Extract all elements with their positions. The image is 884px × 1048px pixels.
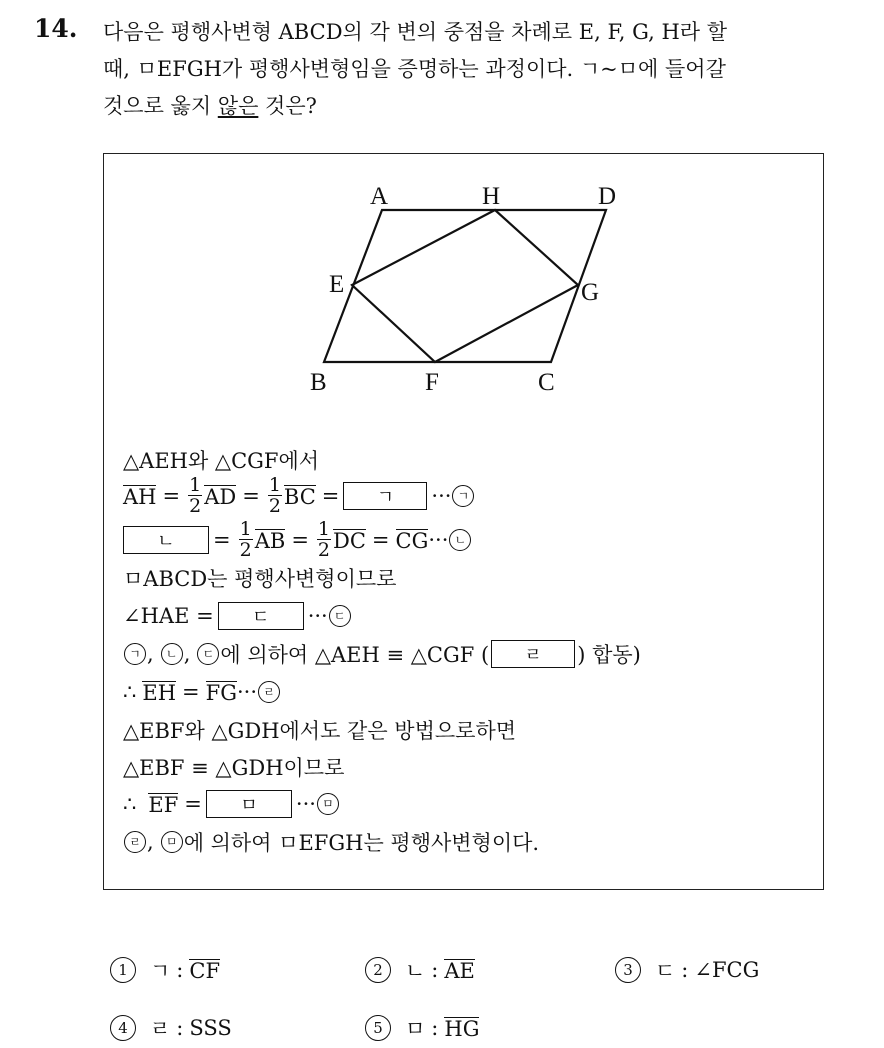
parallelogram-efgh: [352, 210, 578, 362]
conclusion-text: 에 의하여 ㅁEFGH는 평행사변형이다.: [183, 831, 540, 855]
question-line-3-prefix: 것으로 옳지: [103, 94, 218, 118]
fraction-half: $\frac{1}{2}$: [239, 518, 252, 561]
proof-intro-text: △AEH와 △CGF에서: [123, 449, 320, 473]
question-text: [103, 14, 873, 125]
proof-box: [103, 153, 824, 890]
segment-ad: AD: [204, 484, 237, 509]
segment-bc: BC: [283, 484, 316, 509]
choice-colon: :: [681, 958, 689, 982]
question-line-1: 다음은 평행사변형 ABCD의 각 변의 중점을 차례로 E, F, G, H라 할: [103, 20, 728, 44]
choice-label: ㄴ: [405, 959, 426, 983]
equals-sign: =: [242, 484, 260, 508]
label-h: H: [482, 183, 501, 210]
question-line-3-suffix: 것은?: [258, 94, 317, 118]
comma: ,: [183, 642, 191, 666]
choice-3[interactable]: [615, 950, 759, 990]
equals-sign: =: [184, 792, 202, 816]
fraction-half: $\frac{1}{2}$: [189, 474, 202, 517]
choice-4[interactable]: [110, 1008, 232, 1048]
circled-marker-3: ㄷ: [329, 605, 351, 627]
proof-line-6: [123, 672, 281, 712]
choice-number: 2: [365, 957, 391, 983]
choice-number: 4: [110, 1015, 136, 1041]
equals-sign: =: [371, 528, 390, 552]
circled-marker-5: ㅁ: [161, 831, 183, 853]
circled-marker-2: ㄴ: [449, 529, 471, 551]
equals-sign: =: [182, 680, 200, 704]
underlined-keyword: 않은: [217, 94, 259, 118]
dots: ···: [237, 680, 258, 704]
label-g: G: [581, 279, 600, 306]
label-f: F: [425, 369, 439, 396]
proof-line-4: [123, 596, 352, 636]
therefore-symbol: ∴: [123, 680, 137, 704]
segment-dc: DC: [333, 528, 366, 553]
proof-line-1: [123, 476, 475, 516]
segment-ab: AB: [254, 528, 286, 553]
choice-value: HG: [444, 1016, 480, 1041]
segment-ef: EF: [148, 792, 179, 817]
choice-value: CF: [189, 958, 221, 983]
proof-line-8: [123, 747, 344, 787]
label-c: C: [538, 369, 555, 396]
choice-value: SSS: [189, 1016, 232, 1040]
label-e: E: [329, 271, 345, 298]
question-number: 14.: [34, 14, 78, 43]
circled-marker-4: ㄹ: [124, 831, 146, 853]
parallelogram-figure: [104, 154, 825, 414]
parallelogram-abcd: [324, 210, 606, 362]
circled-marker-5: ㅁ: [317, 793, 339, 815]
dots: ···: [428, 528, 449, 552]
proof-line-7: [123, 710, 516, 750]
dots: ···: [295, 792, 316, 816]
label-d: D: [598, 183, 617, 210]
choice-value: ∠FCG: [694, 958, 760, 982]
congruence-text: 에 의하여 △AEH ≡ △CGF (: [220, 643, 490, 667]
equals-sign: =: [213, 528, 231, 552]
segment-cg: CG: [395, 528, 429, 553]
segment-eh: EH: [142, 680, 177, 705]
blank-box-4: ㄹ: [491, 640, 575, 668]
choice-label: ㄷ: [655, 959, 676, 983]
comma: ,: [147, 642, 154, 666]
circled-marker-1: ㄱ: [452, 485, 474, 507]
choice-colon: :: [431, 958, 439, 982]
dots: ···: [307, 604, 328, 628]
angle-hae: ∠HAE =: [123, 604, 214, 628]
choice-number: 1: [110, 957, 136, 983]
equals-sign: =: [321, 484, 340, 508]
choice-1[interactable]: [110, 950, 220, 990]
circled-marker-3: ㄷ: [197, 643, 219, 665]
proof-line-9: [123, 784, 340, 824]
choice-5[interactable]: [365, 1008, 479, 1048]
proof-line-3: [123, 558, 396, 598]
blank-box-5: ㅁ: [206, 790, 292, 818]
choice-colon: :: [431, 1016, 439, 1040]
circled-marker-2: ㄴ: [161, 643, 183, 665]
blank-box-1: ㄱ: [343, 482, 427, 510]
proof-line-2: [123, 520, 472, 560]
proof-line-7-text: △EBF와 △GDH에서도 같은 방법으로하면: [123, 719, 517, 743]
comma: ,: [147, 830, 154, 854]
choice-label: ㄱ: [150, 959, 171, 983]
proof-line-10: [123, 822, 539, 862]
choice-colon: :: [176, 1016, 184, 1040]
choice-label: ㅁ: [405, 1017, 426, 1041]
congruence-suffix: ) 합동): [577, 643, 641, 667]
proof-line-intro: [123, 440, 319, 480]
choice-number: 3: [615, 957, 641, 983]
circled-marker-1: ㄱ: [124, 643, 146, 665]
segment-fg: FG: [205, 680, 237, 705]
segment-ah: AH: [123, 484, 157, 509]
fraction-half: $\frac{1}{2}$: [268, 474, 281, 517]
blank-box-3: ㄷ: [218, 602, 304, 630]
label-a: A: [370, 183, 389, 210]
proof-line-5: [123, 634, 641, 674]
question-line-2: 때, ㅁEFGH가 평행사변형임을 증명하는 과정이다. ㄱ~ㅁ에 들어갈: [103, 57, 726, 81]
choice-2[interactable]: [365, 950, 475, 990]
choice-colon: :: [176, 958, 184, 982]
choice-label: ㄹ: [150, 1017, 171, 1041]
fraction-half: $\frac{1}{2}$: [317, 518, 331, 561]
equals-sign: =: [291, 528, 309, 552]
blank-box-2: ㄴ: [123, 526, 209, 554]
circled-marker-4: ㄹ: [258, 681, 280, 703]
question-line-3: [103, 88, 873, 125]
choice-number: 5: [365, 1015, 391, 1041]
proof-line-8-text: △EBF ≡ △GDH이므로: [123, 756, 345, 780]
dots: ···: [431, 484, 452, 508]
proof-line-3-text: ㅁABCD는 평행사변형이므로: [123, 567, 397, 591]
therefore-symbol: ∴: [123, 792, 137, 816]
choice-value: AE: [444, 958, 475, 983]
equals-sign: =: [162, 484, 181, 508]
label-b: B: [310, 369, 327, 396]
